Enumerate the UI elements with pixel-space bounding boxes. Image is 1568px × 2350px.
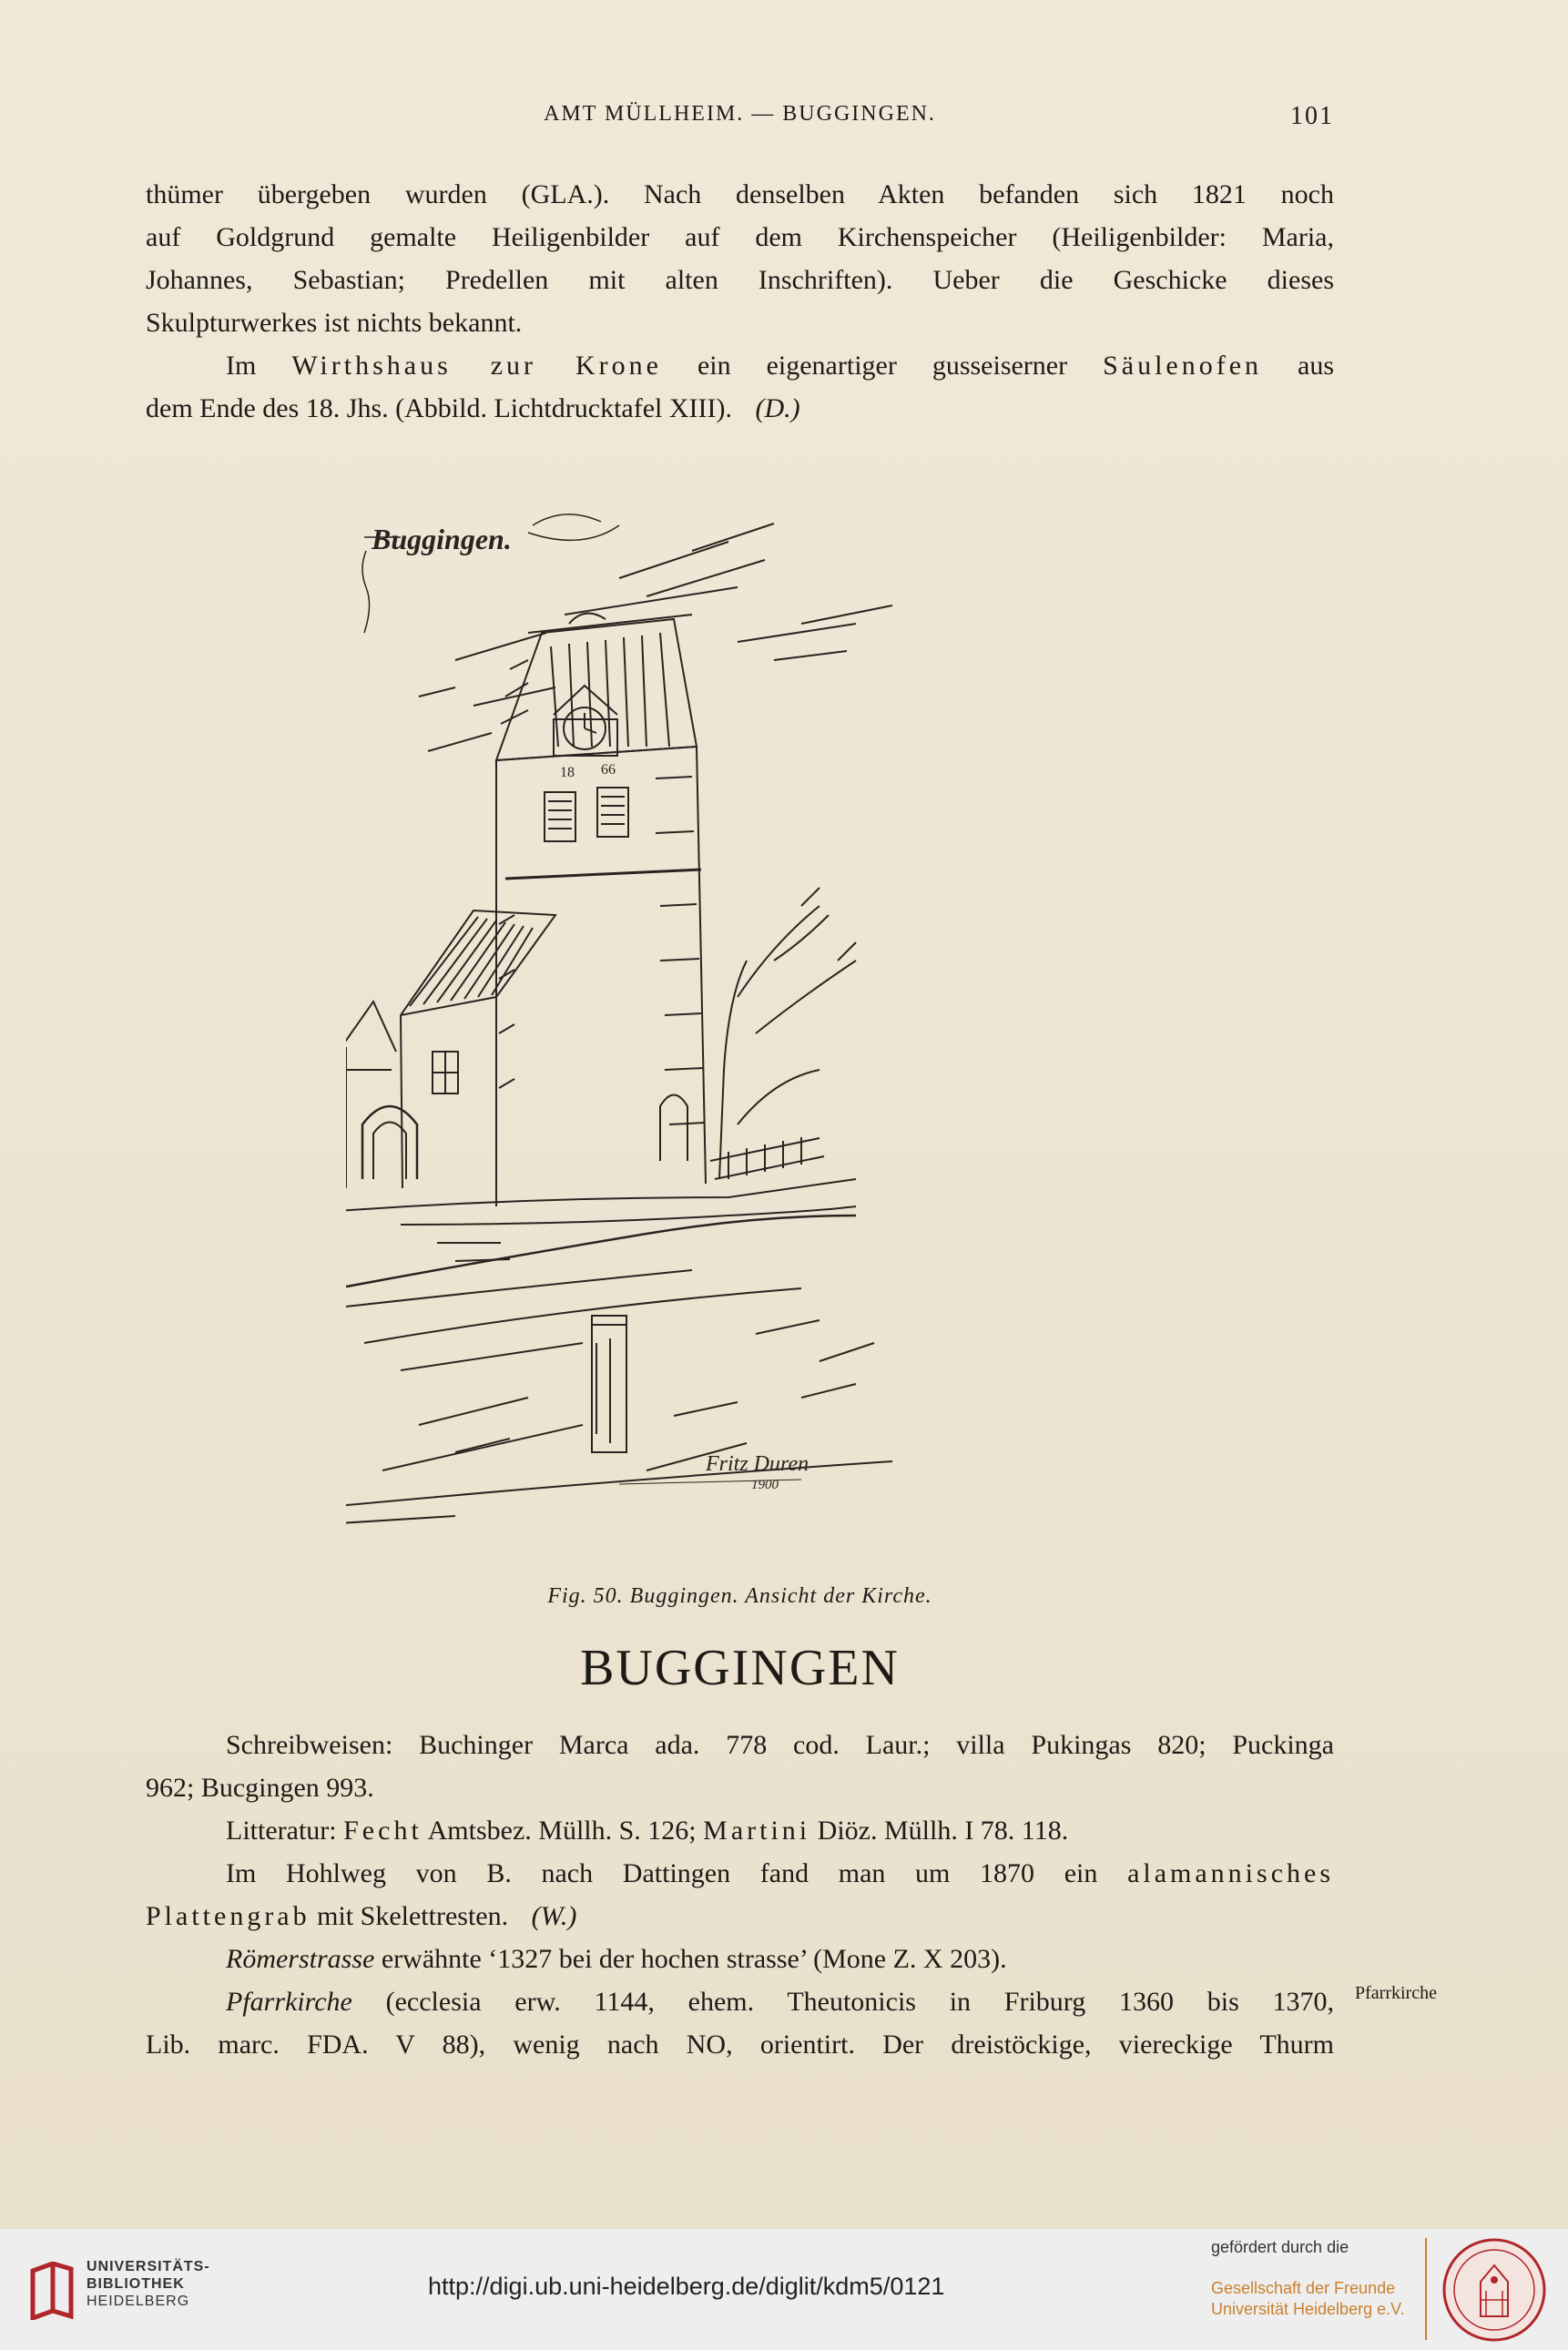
footer-bar	[0, 2229, 1568, 2350]
ub-logo-icon	[25, 2262, 76, 2320]
artist-year: 1900	[751, 1478, 779, 1492]
library-line-2: BIBLIOTHEK	[87, 2276, 185, 2292]
text-line: Lib. marc. FDA. V 88), wenig nach NO, orientirt. Der dreistöckige, viereckige Thurm	[146, 2030, 1334, 2060]
author-siglum: (W.)	[531, 1901, 577, 1931]
text-line: 962; Bucgingen 993.	[146, 1773, 374, 1803]
text-line	[146, 1938, 1334, 1980]
library-line-1: UNIVERSITÄTS-	[87, 2259, 210, 2274]
spaced-term: Wirthshaus zur Krone	[291, 351, 662, 381]
figure-caption: Fig. 50. Buggingen. Ansicht der Kirche.	[547, 1584, 932, 1608]
sponsor-name	[1211, 2278, 1404, 2320]
word: Litteratur:	[226, 1816, 337, 1846]
italic-term: Pfarrkirche	[226, 1987, 352, 2017]
word: dem Ende des 18. Jhs. (Abbild. Lichtdrucktafel XIII).	[146, 393, 732, 423]
word: Im Hohlweg von B. nach Dattingen fand man um 1870 ein	[226, 1858, 1098, 1888]
university-seal-icon	[1441, 2236, 1548, 2344]
text-line: thümer übergeben wurden (GLA.). Nach denselben Akten befanden sich 1821 noch	[146, 179, 1334, 209]
text-line: Johannes, Sebastian; Predellen mit alten Inschriften). Ueber die Geschicke dieses	[146, 265, 1334, 295]
running-title: AMT MÜLLHEIM. — BUGGINGEN.	[544, 102, 936, 126]
spaced-term: Säulenofen	[1103, 351, 1263, 381]
word: Diöz. Müllh. I 78. 118.	[817, 1816, 1069, 1846]
word: aus	[1298, 351, 1335, 381]
body-text-block	[146, 1724, 1334, 2066]
text-line: auf Goldgrund gemalte Heiligenbilder auf dem Kirchenspeicher (Heiligenbilder: Maria,	[146, 222, 1334, 252]
word: erwähnte ‘1327 bei der hochen strasse’ (Mone Z. X 203).	[381, 1944, 1007, 1974]
margin-note: Pfarrkirche	[1355, 1983, 1437, 2003]
text-line	[146, 344, 1334, 387]
text-line	[146, 387, 1334, 430]
tower-date-left: 18	[560, 765, 575, 780]
running-head	[146, 102, 1334, 138]
text-line	[146, 1852, 1334, 1895]
sponsor-line-1: Gesellschaft der Freunde	[1211, 2279, 1396, 2297]
section-title: BUGGINGEN	[580, 1640, 900, 1696]
artist-signature: Fritz Duren	[706, 1452, 809, 1476]
text-line: Skulpturwerkes ist nichts bekannt.	[146, 308, 523, 338]
figure-heading-script: Buggingen.	[372, 523, 512, 555]
spaced-term: alamannisches	[1127, 1858, 1334, 1888]
sponsor-divider	[1425, 2238, 1427, 2340]
word: Im	[226, 351, 257, 381]
spaced-term: Martini	[703, 1816, 811, 1846]
author-siglum: (D.)	[755, 393, 800, 423]
word: Amtsbez. Müllh. S. 126;	[427, 1816, 697, 1846]
text-line	[146, 1980, 1334, 2023]
text-line	[146, 1895, 1334, 1938]
word: (ecclesia erw. 1144, ehem. Theutonicis in Friburg 1360 bis 1370,	[385, 1987, 1335, 2017]
spaced-term: Plattengrab	[146, 1901, 311, 1931]
word: mit Skelettresten.	[317, 1901, 509, 1931]
text-line	[146, 1809, 1334, 1852]
text-line: Schreibweisen: Buchinger Marca ada. 778 cod. Laur.; villa Pukingas 820; Puckinga	[226, 1730, 1334, 1760]
tower-date-right: 66	[601, 762, 616, 778]
word: ein eigenartiger gusseiserner	[697, 351, 1068, 381]
sponsor-label: gefördert durch die	[1211, 2238, 1349, 2256]
library-name	[87, 2258, 210, 2310]
italic-term: Römerstrasse	[226, 1944, 375, 1974]
church-drawing	[346, 487, 1129, 1589]
source-url-link[interactable]: http://digi.ub.uni-heidelberg.de/diglit/kdm5/0121	[428, 2273, 945, 2300]
library-line-3: HEIDELBERG	[87, 2294, 190, 2309]
spaced-term: Fecht	[343, 1816, 423, 1846]
sponsor-line-2: Universität Heidelberg e.V.	[1211, 2300, 1405, 2318]
page-number: 101	[1290, 102, 1334, 130]
top-text-block	[146, 173, 1334, 430]
church-illustration	[346, 487, 1129, 1589]
